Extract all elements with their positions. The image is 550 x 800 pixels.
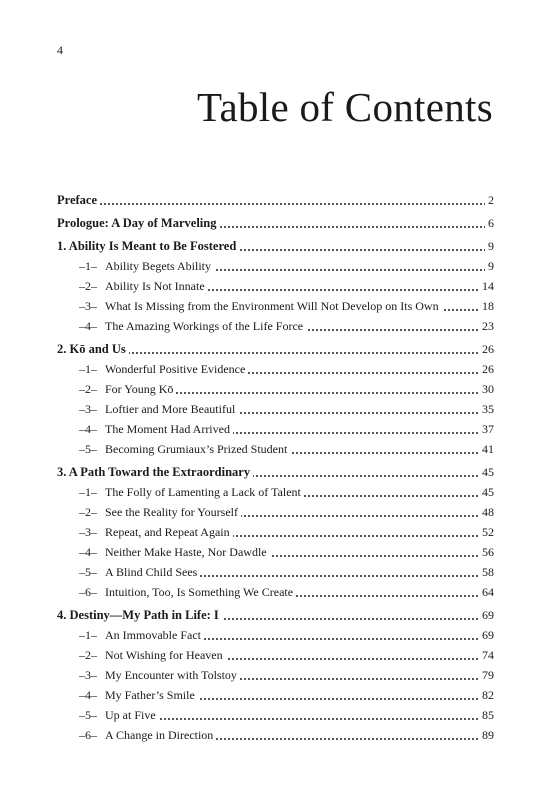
toc-chapter-entry[interactable] xyxy=(57,605,494,625)
toc-entry-label xyxy=(57,422,233,436)
toc-entry-title: The Folly of Lamenting a Lack of Talent xyxy=(105,485,301,499)
section-number: –3– xyxy=(79,402,97,416)
toc-page-number: 26 xyxy=(479,339,494,359)
toc-page-number: 82 xyxy=(479,685,494,705)
toc-section-entry[interactable] xyxy=(57,439,494,459)
toc-entry-title: Becoming Grumiaux’s Prized Student xyxy=(105,442,288,456)
toc-entry-title: My Father’s Smile xyxy=(105,688,195,702)
toc-page-number: 45 xyxy=(479,482,494,502)
toc-entry-title: 2. Kō and Us xyxy=(57,342,126,356)
section-number: –6– xyxy=(79,728,97,742)
toc-section-entry[interactable] xyxy=(57,379,494,399)
page-title: Table of Contents xyxy=(196,84,493,130)
toc-section-entry[interactable] xyxy=(57,522,494,542)
toc-entry-label xyxy=(57,608,222,622)
section-number: –5– xyxy=(79,708,97,722)
toc-entry-title: Ability Is Not Innate xyxy=(105,279,205,293)
toc-entry-title: 4. Destiny—My Path in Life: I xyxy=(57,608,219,622)
section-number: –5– xyxy=(79,442,97,456)
toc-page-number: 89 xyxy=(479,725,494,745)
toc-section-entry[interactable] xyxy=(57,256,494,276)
section-number: –1– xyxy=(79,485,97,499)
toc-entry-label xyxy=(57,342,129,356)
toc-page-number: 6 xyxy=(485,213,494,233)
toc-entry-label xyxy=(57,362,248,376)
section-number: –2– xyxy=(79,648,97,662)
toc-page-number: 64 xyxy=(479,582,494,602)
section-number: –4– xyxy=(79,545,97,559)
toc-entry-title: The Amazing Workings of the Life Force xyxy=(105,319,304,333)
section-number: –1– xyxy=(79,628,97,642)
toc-entry-label xyxy=(57,382,176,396)
toc-page-number: 69 xyxy=(479,625,494,645)
toc-chapter-entry[interactable] xyxy=(57,236,494,256)
toc-entry-title: What Is Missing from the Environment Will Not Develop on Its Own xyxy=(105,299,439,313)
toc-entry-label xyxy=(57,545,270,559)
section-number: –2– xyxy=(79,279,97,293)
toc-section-entry[interactable] xyxy=(57,502,494,522)
toc-entry-label xyxy=(57,193,100,207)
toc-entry-label xyxy=(57,216,219,230)
toc-entry-title: Intuition, Too, Is Something We Create xyxy=(105,585,294,599)
toc-chapter-entry[interactable] xyxy=(57,462,494,482)
section-number: –5– xyxy=(79,565,97,579)
toc-entry-label xyxy=(57,402,238,416)
toc-entry-title: Repeat, and Repeat Again xyxy=(105,525,230,539)
toc-entry-label xyxy=(57,465,253,479)
toc-entry-title: Loftier and More Beautiful xyxy=(105,402,236,416)
toc-entry-label xyxy=(57,279,208,293)
toc-section-entry[interactable] xyxy=(57,705,494,725)
toc-page-number: 37 xyxy=(479,419,494,439)
toc-entry-label xyxy=(57,668,240,682)
toc-section-entry[interactable] xyxy=(57,316,494,336)
toc-page-number: 23 xyxy=(479,316,494,336)
toc-entry-title: The Moment Had Arrived xyxy=(105,422,230,436)
toc-entry-title: 1. Ability Is Meant to Be Fostered xyxy=(57,239,237,253)
toc-entry-label xyxy=(57,708,159,722)
toc-section-entry[interactable] xyxy=(57,645,494,665)
toc-entry-label xyxy=(57,319,306,333)
toc-section-entry[interactable] xyxy=(57,725,494,745)
section-number: –2– xyxy=(79,505,97,519)
section-number: –4– xyxy=(79,422,97,436)
toc-entry-label xyxy=(57,585,296,599)
toc-entry-label xyxy=(57,259,214,273)
toc-entry-title: For Young Kō xyxy=(105,382,174,396)
toc-page-number: 2 xyxy=(485,190,494,210)
toc-entry-title: Up at Five xyxy=(105,708,156,722)
section-number: –3– xyxy=(79,525,97,539)
toc-entry-label xyxy=(57,728,216,742)
toc-chapter-entry[interactable] xyxy=(57,339,494,359)
toc-entry-label xyxy=(57,239,239,253)
toc-section-entry[interactable] xyxy=(57,359,494,379)
toc-entry-title: Preface xyxy=(57,193,98,207)
toc-chapter-entry[interactable] xyxy=(57,190,494,210)
toc-section-entry[interactable] xyxy=(57,562,494,582)
section-number: –6– xyxy=(79,585,97,599)
toc-page-number: 14 xyxy=(479,276,494,296)
toc-entry-title: A Blind Child Sees xyxy=(105,565,198,579)
section-number: –3– xyxy=(79,668,97,682)
toc-entry-title: Prologue: A Day of Marveling xyxy=(57,216,217,230)
table-of-contents xyxy=(57,190,494,745)
section-number: –2– xyxy=(79,382,97,396)
section-number: –3– xyxy=(79,299,97,313)
toc-entry-title: Ability Begets Ability xyxy=(105,259,212,273)
toc-section-entry[interactable] xyxy=(57,276,494,296)
toc-section-entry[interactable] xyxy=(57,419,494,439)
toc-page-number: 41 xyxy=(479,439,494,459)
section-number: –4– xyxy=(79,319,97,333)
toc-entry-label xyxy=(57,628,204,642)
toc-page-number: 48 xyxy=(479,502,494,522)
toc-entry-title: Neither Make Haste, Nor Dawdle xyxy=(105,545,267,559)
toc-section-entry[interactable] xyxy=(57,399,494,419)
toc-page-number: 74 xyxy=(479,645,494,665)
toc-section-entry[interactable] xyxy=(57,482,494,502)
toc-section-entry[interactable] xyxy=(57,296,494,316)
toc-section-entry[interactable] xyxy=(57,582,494,602)
toc-entry-label xyxy=(57,485,304,499)
toc-entry-label xyxy=(57,688,198,702)
toc-entry-title: A Change in Direction xyxy=(105,728,214,742)
toc-chapter-entry[interactable] xyxy=(57,213,494,233)
toc-section-entry[interactable] xyxy=(57,542,494,562)
toc-section-entry[interactable] xyxy=(57,665,494,685)
toc-entry-label xyxy=(57,565,200,579)
section-number: –4– xyxy=(79,688,97,702)
toc-page-number: 52 xyxy=(479,522,494,542)
toc-entry-title: See the Reality for Yourself xyxy=(105,505,238,519)
toc-page-number: 69 xyxy=(479,605,494,625)
toc-page-number: 79 xyxy=(479,665,494,685)
toc-entry-label xyxy=(57,648,226,662)
toc-section-entry[interactable] xyxy=(57,685,494,705)
toc-entry-label xyxy=(57,525,233,539)
toc-page-number: 85 xyxy=(479,705,494,725)
toc-entry-label xyxy=(57,299,442,313)
toc-page-number: 35 xyxy=(479,399,494,419)
toc-entry-title: Not Wishing for Heaven xyxy=(105,648,223,662)
toc-entry-title: Wonderful Positive Evidence xyxy=(105,362,246,376)
dot-leader xyxy=(57,203,494,205)
toc-page-number: 45 xyxy=(479,462,494,482)
toc-entry-title: 3. A Path Toward the Extraordinary xyxy=(57,465,251,479)
page-number: 4 xyxy=(57,43,63,57)
toc-page-number: 58 xyxy=(479,562,494,582)
section-number: –1– xyxy=(79,259,97,273)
toc-page-number: 30 xyxy=(479,379,494,399)
toc-entry-title: My Encounter with Tolstoy xyxy=(105,668,237,682)
toc-page-number: 26 xyxy=(479,359,494,379)
toc-page-number: 9 xyxy=(485,236,494,256)
toc-page-number: 56 xyxy=(479,542,494,562)
toc-entry-label xyxy=(57,505,241,519)
toc-entry-label xyxy=(57,442,290,456)
toc-page-number: 18 xyxy=(479,296,494,316)
toc-page-number: 9 xyxy=(485,256,494,276)
toc-section-entry[interactable] xyxy=(57,625,494,645)
section-number: –1– xyxy=(79,362,97,376)
toc-entry-title: An Immovable Fact xyxy=(105,628,201,642)
